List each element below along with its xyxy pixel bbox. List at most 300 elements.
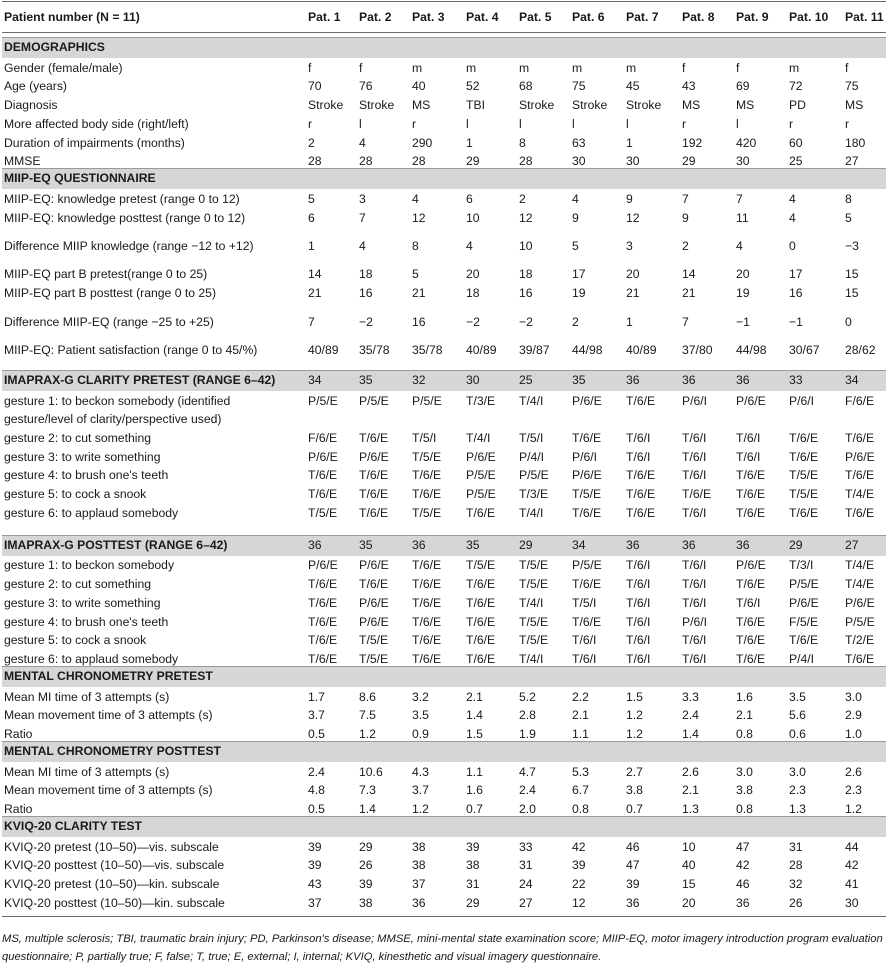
row-value: T/6/I	[626, 577, 651, 591]
row-value: 2.1	[466, 690, 483, 704]
row-value: T/6/E	[466, 596, 496, 610]
row-label: Duration of impairments (months)	[4, 136, 185, 150]
row-value: T/5/E	[519, 615, 549, 629]
row-value: −1	[736, 315, 750, 329]
section-score: 36	[682, 373, 696, 387]
row-value: 20	[466, 267, 480, 281]
row-value: 4.7	[519, 765, 536, 779]
row-value: 12	[519, 211, 533, 225]
row-value: T/5/E	[308, 506, 338, 520]
row-label: gesture 5: to cock a snook	[4, 487, 147, 501]
row-value: 192	[682, 136, 703, 150]
header-patient: Pat. 6	[572, 10, 605, 24]
row-value: 45	[626, 79, 640, 93]
row-value: r	[308, 117, 313, 131]
row-value: T/4/I	[519, 596, 544, 610]
row-value: T/6/I	[626, 652, 651, 666]
row-value: 4	[359, 136, 366, 150]
row-value: P/6/E	[359, 450, 389, 464]
row-value: MS	[412, 98, 431, 112]
row-value: 1.2	[359, 727, 376, 741]
row-value: 15	[845, 267, 859, 281]
row-value: m	[626, 61, 637, 75]
row-value: l	[736, 117, 739, 131]
row-value: l	[359, 117, 362, 131]
row-value: 1.3	[789, 802, 806, 816]
row-value: m	[789, 61, 800, 75]
row-value: 5	[308, 192, 315, 206]
row-value: 30/67	[789, 343, 820, 357]
row-value: 6	[466, 192, 473, 206]
section-score: 29	[519, 538, 533, 552]
row-value: 2.4	[519, 783, 536, 797]
row-value: P/6/E	[572, 394, 602, 408]
row-value: 35/78	[412, 343, 443, 357]
row-value: T/5/E	[519, 633, 549, 647]
row-value: 4	[789, 192, 796, 206]
row-value: T/6/E	[736, 615, 766, 629]
row-value: 29	[682, 154, 696, 168]
row-value: 7	[736, 192, 743, 206]
row-value: P/5/E	[572, 558, 602, 572]
row-label: KVIQ-20 posttest (10–50)—kin. subscale	[4, 896, 225, 910]
row-value: PD	[789, 98, 806, 112]
row-value: 9	[682, 211, 689, 225]
section-score: 35	[466, 538, 480, 552]
row-value: P/5/E	[308, 394, 338, 408]
row-value: 5.3	[572, 765, 589, 779]
row-value: 14	[308, 267, 322, 281]
row-value: T/6/E	[845, 652, 875, 666]
row-value: 2.7	[626, 765, 643, 779]
row-value: 9	[626, 192, 633, 206]
row-value: P/6/E	[359, 596, 389, 610]
row-value: 25	[789, 154, 803, 168]
row-value: 3.2	[412, 690, 429, 704]
row-value: 7	[682, 315, 689, 329]
row-value: T/4/I	[519, 506, 544, 520]
row-value: l	[572, 117, 575, 131]
row-value: 1.1	[466, 765, 483, 779]
row-value: T/6/I	[626, 558, 651, 572]
row-value: 8	[845, 192, 852, 206]
row-value: f	[736, 61, 740, 75]
row-value: 17	[572, 267, 586, 281]
row-value: 72	[789, 79, 803, 93]
row-value: 1.2	[412, 802, 429, 816]
row-value: T/6/E	[626, 468, 656, 482]
section-title: IMAPRAX-G CLARITY PRETEST (RANGE 6–42)	[4, 373, 276, 387]
row-label: MIIP-EQ: Patient satisfaction (range 0 to 45/%)	[4, 343, 258, 357]
row-value: P/6/E	[572, 468, 602, 482]
row-value: Stroke	[308, 98, 344, 112]
row-value: T/5/E	[789, 487, 819, 501]
row-value: T/6/I	[682, 558, 707, 572]
row-value: 3	[359, 192, 366, 206]
row-value: T/3/E	[519, 487, 549, 501]
row-value: 36	[412, 896, 426, 910]
row-value: 60	[789, 136, 803, 150]
row-value: 11	[736, 211, 749, 225]
row-value: f	[682, 61, 686, 75]
row-value: 76	[359, 79, 373, 93]
row-value: 28	[308, 154, 322, 168]
row-value: MS	[845, 98, 864, 112]
row-value: 21	[308, 286, 322, 300]
row-value: T/6/E	[412, 577, 442, 591]
row-value: T/5/E	[789, 468, 819, 482]
section-score: 36	[626, 373, 640, 387]
row-value: T/4/E	[845, 577, 875, 591]
row-value: 12	[412, 211, 426, 225]
row-value: Stroke	[359, 98, 395, 112]
row-value: T/6/E	[736, 506, 766, 520]
row-value: T/5/E	[519, 558, 549, 572]
section-score: 36	[736, 373, 750, 387]
row-value: 17	[789, 267, 803, 281]
row-value: 2	[519, 192, 526, 206]
row-value: T/6/E	[626, 487, 656, 501]
row-label: MIIP-EQ part B posttest (range 0 to 25)	[4, 286, 217, 300]
row-label: gesture 1: to beckon somebody	[4, 558, 175, 572]
row-value: T/6/E	[412, 652, 442, 666]
row-label: Mean MI time of 3 attempts (s)	[4, 765, 170, 779]
row-value: 1.2	[626, 708, 643, 722]
row-value: 18	[359, 267, 373, 281]
row-value: 26	[789, 896, 803, 910]
row-value: P/4/I	[789, 652, 815, 666]
row-value: 52	[466, 79, 480, 93]
section-score: 36	[412, 538, 426, 552]
row-value: 290	[412, 136, 433, 150]
row-value: T/6/I	[626, 596, 651, 610]
row-label-continuation: gesture/level of clarity/perspective used)	[4, 412, 222, 426]
row-value: P/5/E	[789, 577, 819, 591]
row-value: 1.4	[466, 708, 483, 722]
header-rule	[2, 32, 886, 33]
section-row	[2, 169, 886, 189]
row-value: T/6/E	[736, 487, 766, 501]
section-score: 36	[308, 538, 322, 552]
row-value: 3.7	[308, 708, 325, 722]
row-value: 3.8	[736, 783, 753, 797]
row-value: 68	[519, 79, 533, 93]
row-value: MS	[682, 98, 701, 112]
row-value: T/6/I	[572, 652, 597, 666]
row-value: 6.7	[572, 783, 589, 797]
row-value: T/5/E	[466, 558, 496, 572]
row-value: T/6/E	[789, 431, 819, 445]
header-patient: Pat. 3	[412, 10, 445, 24]
section-title: MIIP-EQ QUESTIONNAIRE	[4, 171, 156, 185]
row-value: T/6/E	[412, 633, 442, 647]
row-value: 2.1	[736, 708, 753, 722]
row-value: 2.3	[789, 783, 806, 797]
header-label: Patient number (N = 11)	[4, 10, 140, 24]
row-value: 2	[682, 239, 689, 253]
row-value: T/6/E	[412, 596, 442, 610]
row-value: 31	[519, 858, 533, 872]
row-value: 32	[789, 877, 803, 891]
row-value: 9	[572, 211, 579, 225]
row-value: P/6/E	[845, 596, 875, 610]
row-value: T/3/I	[789, 558, 814, 572]
row-value: P/6/E	[308, 558, 338, 572]
row-value: T/6/E	[736, 577, 766, 591]
row-value: T/6/E	[412, 487, 442, 501]
row-value: 30	[736, 154, 750, 168]
row-value: 4.3	[412, 765, 429, 779]
row-value: 38	[359, 896, 373, 910]
row-value: T/6/I	[682, 596, 707, 610]
section-title: IMAPRAX-G POSTTEST (RANGE 6–42)	[4, 538, 228, 552]
row-value: 15	[682, 877, 696, 891]
row-value: 2	[308, 136, 315, 150]
row-value: T/6/I	[682, 450, 707, 464]
row-label: gesture 1: to beckon somebody (identified	[4, 394, 231, 408]
row-value: 0.5	[308, 727, 325, 741]
row-value: 31	[789, 840, 803, 854]
row-value: T/5/E	[359, 652, 389, 666]
row-value: f	[359, 61, 363, 75]
row-value: 63	[572, 136, 586, 150]
row-value: T/6/E	[736, 633, 766, 647]
row-value: 2.1	[682, 783, 699, 797]
row-value: T/6/E	[359, 577, 389, 591]
row-value: 1.0	[845, 727, 862, 741]
row-value: 3.8	[626, 783, 643, 797]
row-value: 39/87	[519, 343, 550, 357]
row-value: T/6/E	[572, 431, 602, 445]
row-value: 28/62	[845, 343, 876, 357]
row-value: 10	[519, 239, 533, 253]
row-value: Stroke	[626, 98, 662, 112]
row-value: 75	[845, 79, 859, 93]
section-row	[2, 742, 886, 762]
row-label: MMSE	[4, 154, 41, 168]
section-row	[2, 38, 886, 58]
row-value: T/6/E	[845, 506, 875, 520]
row-value: r	[845, 117, 850, 131]
row-value: 22	[572, 877, 586, 891]
row-value: 5	[845, 211, 852, 225]
row-value: 2.6	[682, 765, 699, 779]
row-value: T/6/E	[359, 468, 389, 482]
row-value: 37	[308, 896, 322, 910]
row-label: Mean MI time of 3 attempts (s)	[4, 690, 170, 704]
row-value: T/6/E	[572, 506, 602, 520]
row-value: 20	[626, 267, 640, 281]
row-value: 0.5	[308, 802, 325, 816]
row-value: 24	[519, 877, 533, 891]
row-value: 40/89	[466, 343, 497, 357]
row-value: 38	[466, 858, 480, 872]
row-value: T/6/E	[308, 487, 338, 501]
row-value: 43	[308, 877, 322, 891]
row-value: 3.5	[789, 690, 806, 704]
row-value: 0.7	[626, 802, 643, 816]
row-value: 16	[412, 315, 426, 329]
section-title: MENTAL CHRONOMETRY POSTTEST	[4, 744, 221, 758]
row-label: KVIQ-20 pretest (10–50)—vis. subscale	[4, 840, 219, 854]
row-label: gesture 3: to write something	[4, 596, 161, 610]
header-patient: Pat. 1	[308, 10, 341, 24]
row-value: −1	[789, 315, 803, 329]
row-value: 46	[626, 840, 640, 854]
section-row	[2, 667, 886, 687]
row-value: 21	[682, 286, 696, 300]
row-value: 39	[572, 858, 586, 872]
row-value: T/6/E	[736, 468, 766, 482]
row-label: gesture 4: to brush one's teeth	[4, 468, 169, 482]
row-value: P/6/E	[359, 615, 389, 629]
row-value: 2.1	[572, 708, 589, 722]
row-value: P/5/E	[466, 468, 496, 482]
row-value: 28	[359, 154, 373, 168]
row-value: 16	[359, 286, 373, 300]
row-value: P/6/E	[359, 558, 389, 572]
header-patient: Pat. 9	[736, 10, 769, 24]
row-value: 18	[519, 267, 533, 281]
row-label: Ratio	[4, 727, 33, 741]
section-score: 35	[359, 538, 373, 552]
row-value: 16	[789, 286, 803, 300]
row-value: T/6/E	[308, 596, 338, 610]
row-value: T/6/I	[682, 577, 707, 591]
header-patient: Pat. 5	[519, 10, 552, 24]
row-value: l	[519, 117, 522, 131]
row-value: T/5/E	[359, 633, 389, 647]
row-value: P/6/E	[736, 558, 766, 572]
section-score: 35	[359, 373, 373, 387]
section-score: 36	[682, 538, 696, 552]
row-value: 1.6	[466, 783, 483, 797]
row-value: r	[789, 117, 794, 131]
row-label: KVIQ-20 posttest (10–50)—vis. subscale	[4, 858, 225, 872]
row-value: T/6/E	[308, 577, 338, 591]
row-value: P/5/E	[359, 394, 389, 408]
row-value: 1	[626, 315, 633, 329]
section-row	[2, 536, 886, 556]
row-value: m	[412, 61, 423, 75]
row-value: T/6/E	[466, 652, 496, 666]
row-value: 2.4	[308, 765, 325, 779]
header-patient: Pat. 11	[845, 10, 884, 24]
row-value: T/6/I	[626, 450, 651, 464]
row-label: gesture 6: to applaud somebody	[4, 652, 179, 666]
row-value: 28	[789, 858, 803, 872]
row-value: 47	[626, 858, 640, 872]
row-label: Difference MIIP knowledge (range −12 to +12)	[4, 239, 254, 253]
row-label: KVIQ-20 pretest (10–50)—kin. subscale	[4, 877, 220, 891]
row-value: 29	[359, 840, 373, 854]
section-score: 25	[519, 373, 533, 387]
row-label: gesture 5: to cock a snook	[4, 633, 147, 647]
row-value: 38	[412, 858, 426, 872]
row-value: 27	[519, 896, 533, 910]
section-score: 36	[626, 538, 640, 552]
row-value: 3.3	[682, 690, 699, 704]
row-label: More affected body side (right/left)	[4, 117, 189, 131]
row-value: 38	[412, 840, 426, 854]
row-value: P/4/I	[519, 450, 545, 464]
row-value: 6	[308, 211, 315, 225]
row-value: 3.0	[845, 690, 862, 704]
row-value: T/5/I	[519, 431, 544, 445]
row-value: 41	[845, 877, 859, 891]
row-label: Diagnosis	[4, 98, 58, 112]
row-value: T/5/E	[519, 577, 549, 591]
row-label: MIIP-EQ: knowledge pretest (range 0 to 12)	[4, 192, 240, 206]
row-value: P/5/E	[845, 615, 875, 629]
section-score: 27	[845, 538, 859, 552]
row-value: 46	[736, 877, 750, 891]
row-value: 1.6	[736, 690, 753, 704]
row-value: 3.0	[789, 765, 806, 779]
row-label: Ratio	[4, 802, 33, 816]
row-value: 1.4	[359, 802, 376, 816]
row-value: T/2/E	[845, 633, 875, 647]
section-row	[2, 371, 886, 391]
section-title: DEMOGRAPHICS	[4, 40, 105, 54]
row-value: 1	[466, 136, 473, 150]
row-value: 33	[519, 840, 533, 854]
row-value: −3	[845, 239, 859, 253]
row-value: T/6/E	[466, 633, 496, 647]
row-value: 1	[626, 136, 633, 150]
row-value: 42	[845, 858, 859, 872]
row-value: 7.5	[359, 708, 376, 722]
row-value: 4	[572, 192, 579, 206]
row-value: P/6/E	[845, 450, 875, 464]
section-score: 34	[845, 373, 859, 387]
row-value: T/6/I	[682, 431, 707, 445]
row-value: T/6/I	[626, 431, 651, 445]
row-value: 2.4	[682, 708, 699, 722]
row-value: T/4/E	[845, 487, 875, 501]
row-value: TBI	[466, 98, 485, 112]
row-value: 8	[519, 136, 526, 150]
row-label: Mean movement time of 3 attempts (s)	[4, 783, 213, 797]
row-value: T/6/E	[626, 506, 656, 520]
row-value: T/6/E	[308, 468, 338, 482]
row-value: 3.7	[412, 783, 429, 797]
row-value: 29	[466, 154, 480, 168]
row-value: Stroke	[519, 98, 555, 112]
row-label: MIIP-EQ part B pretest(range 0 to 25)	[4, 267, 208, 281]
row-value: 12	[572, 896, 586, 910]
row-value: P/6/I	[572, 450, 598, 464]
row-value: T/6/E	[572, 577, 602, 591]
section-score: 30	[466, 373, 480, 387]
row-value: 1.3	[682, 802, 699, 816]
row-value: 18	[466, 286, 480, 300]
row-label: gesture 4: to brush one's teeth	[4, 615, 169, 629]
row-value: 69	[736, 79, 750, 93]
row-value: 4	[412, 192, 419, 206]
row-value: 37	[412, 877, 426, 891]
row-value: 12	[626, 211, 640, 225]
row-value: 1.4	[682, 727, 699, 741]
row-value: T/6/E	[466, 506, 496, 520]
row-value: 40	[412, 79, 426, 93]
row-value: T/6/E	[308, 652, 338, 666]
section-score: 35	[572, 373, 586, 387]
row-value: T/6/I	[682, 652, 707, 666]
row-label: MIIP-EQ: knowledge posttest (range 0 to 12)	[4, 211, 246, 225]
header-patient: Pat. 4	[466, 10, 499, 24]
row-value: T/6/E	[682, 487, 712, 501]
